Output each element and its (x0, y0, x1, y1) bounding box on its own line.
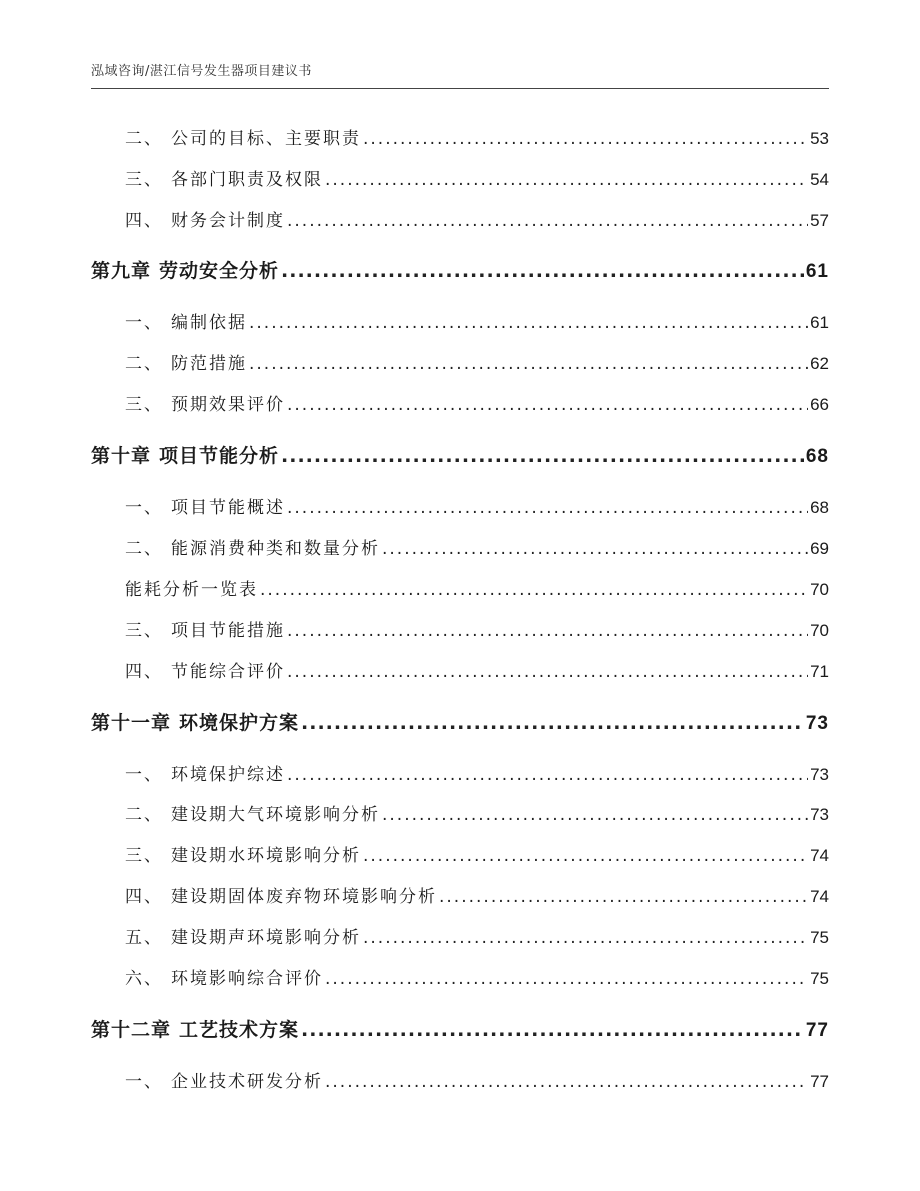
toc-entry-title: 项目节能概述 (171, 498, 285, 518)
toc-page-number: 70 (810, 621, 829, 640)
toc-entry-number: 一、 (125, 765, 163, 785)
toc-page-number: 74 (810, 887, 829, 906)
toc-page-number: 73 (810, 765, 829, 784)
toc-entry-number: 二、 (125, 805, 163, 825)
toc-entry-title (91, 441, 279, 468)
toc-page-number: 69 (810, 539, 829, 558)
toc-section-entry[interactable] (91, 841, 829, 866)
toc-entry-title: 财务会计制度 (171, 211, 285, 231)
dot-leader (287, 211, 808, 231)
dot-leader (260, 580, 808, 600)
dot-leader (301, 1019, 804, 1041)
toc-entry-number: 三、 (125, 395, 163, 415)
toc-page-number: 77 (810, 1072, 829, 1091)
toc-entry-title: 能源消费种类和数量分析 (171, 539, 380, 559)
dot-leader (363, 928, 808, 948)
header-text: 泓域咨询/湛江信号发生器项目建议书 (91, 64, 312, 79)
toc-page-number: 66 (810, 395, 829, 414)
toc-chapter-title: 项目节能分析 (159, 445, 280, 467)
toc-entry-number: 四、 (125, 211, 163, 231)
dot-leader (287, 662, 808, 682)
toc-chapter-number: 第十二章 (91, 1019, 172, 1041)
dot-leader (281, 445, 804, 467)
toc-page-number: 53 (810, 129, 829, 148)
dot-leader (363, 846, 808, 866)
toc-entry-title: 建设期声环境影响分析 (171, 928, 361, 948)
toc-chapter-number: 第九章 (91, 260, 152, 282)
toc-chapter-entry[interactable] (91, 256, 829, 283)
toc-page-number: 75 (810, 928, 829, 947)
toc-page-number: 71 (810, 662, 829, 681)
toc-entry-title: 各部门职责及权限 (171, 170, 323, 190)
toc-entry-title: 编制依据 (171, 313, 247, 333)
toc-chapter-number: 第十章 (91, 445, 152, 467)
toc-entry-number: 六、 (125, 969, 163, 989)
toc-entry-number: 四、 (125, 662, 163, 682)
toc-page-number: 73 (805, 713, 829, 734)
toc-section-entry[interactable] (91, 575, 829, 600)
toc-entry-title: 环境保护综述 (171, 765, 285, 785)
toc-page-number: 77 (805, 1020, 829, 1041)
dot-leader (249, 354, 808, 374)
dot-leader (287, 395, 808, 415)
toc-chapter-title: 劳动安全分析 (159, 260, 280, 282)
toc-section-entry[interactable] (91, 165, 829, 190)
toc-entry-number: 三、 (125, 170, 163, 190)
toc-page-number: 57 (810, 211, 829, 230)
dot-leader (287, 621, 808, 641)
dot-leader (363, 129, 808, 149)
toc-entry-title: 环境影响综合评价 (171, 969, 323, 989)
toc-page-number: 62 (810, 354, 829, 373)
toc-chapter-entry[interactable] (91, 708, 829, 735)
toc-section-entry[interactable] (91, 493, 829, 518)
toc-section-entry[interactable] (91, 534, 829, 559)
toc-entry-title: 建设期水环境影响分析 (171, 846, 361, 866)
dot-leader (325, 170, 808, 190)
dot-leader (439, 887, 808, 907)
toc-entry-title: 预期效果评价 (171, 395, 285, 415)
dot-leader (325, 1072, 808, 1092)
toc-entry-title: 公司的目标、主要职责 (171, 129, 361, 149)
dot-leader (382, 805, 808, 825)
toc-section-entry[interactable] (91, 760, 829, 785)
dot-leader (249, 313, 808, 333)
toc-page-number: 68 (805, 446, 829, 467)
toc-chapter-title: 工艺技术方案 (179, 1019, 300, 1041)
header-divider (91, 88, 829, 89)
toc-entry-number: 一、 (125, 313, 163, 333)
toc-entry-number: 三、 (125, 846, 163, 866)
toc-section-entry[interactable] (91, 1067, 829, 1092)
toc-page-number: 74 (810, 846, 829, 865)
dot-leader (287, 765, 808, 785)
toc-entry-number: 二、 (125, 354, 163, 374)
toc-entry-title (91, 1015, 299, 1042)
toc-page-number: 68 (810, 498, 829, 517)
dot-leader (382, 539, 808, 559)
toc-entry-title: 建设期大气环境影响分析 (171, 805, 380, 825)
toc-section-entry[interactable] (91, 657, 829, 682)
toc-section-entry[interactable] (91, 124, 829, 149)
dot-leader (301, 712, 804, 734)
toc-entry-number: 三、 (125, 621, 163, 641)
dot-leader (287, 498, 808, 518)
toc-section-entry[interactable] (91, 390, 829, 415)
toc-entry-number: 一、 (125, 498, 163, 518)
toc-section-entry[interactable] (91, 616, 829, 641)
toc-page-number: 54 (810, 170, 829, 189)
toc-entry-number: 二、 (125, 129, 163, 149)
dot-leader (325, 969, 808, 989)
toc-chapter-title: 环境保护方案 (179, 712, 300, 734)
toc-section-entry[interactable] (91, 923, 829, 948)
toc-page-number: 73 (810, 805, 829, 824)
toc-entry-title: 建设期固体废弃物环境影响分析 (171, 887, 437, 907)
toc-page-number: 75 (810, 969, 829, 988)
toc-entry-number: 一、 (125, 1072, 163, 1092)
toc-section-entry[interactable] (91, 882, 829, 907)
toc-chapter-entry[interactable] (91, 441, 829, 468)
toc-chapter-number: 第十一章 (91, 712, 172, 734)
toc-entry-number: 二、 (125, 539, 163, 559)
dot-leader (281, 260, 804, 282)
toc-entry-title (91, 256, 279, 283)
toc-entry-title: 企业技术研发分析 (171, 1072, 323, 1092)
toc-section-entry[interactable] (91, 800, 829, 825)
toc-entry-title: 节能综合评价 (171, 662, 285, 682)
toc-entry-number: 四、 (125, 887, 163, 907)
toc-page-number: 70 (810, 580, 829, 599)
toc-page-number: 61 (805, 261, 829, 282)
toc-entry-number: 五、 (125, 928, 163, 948)
toc-entry-title (91, 708, 299, 735)
toc-entry-title: 防范措施 (171, 354, 247, 374)
toc-page-number: 61 (810, 313, 829, 332)
toc-section-entry[interactable] (91, 206, 829, 231)
toc-entry-title: 项目节能措施 (171, 621, 285, 641)
toc-section-entry[interactable] (91, 308, 829, 333)
toc-section-entry[interactable] (91, 964, 829, 989)
toc-chapter-entry[interactable] (91, 1015, 829, 1042)
toc-entry-title: 能耗分析一览表 (125, 580, 258, 600)
toc-section-entry[interactable] (91, 349, 829, 374)
